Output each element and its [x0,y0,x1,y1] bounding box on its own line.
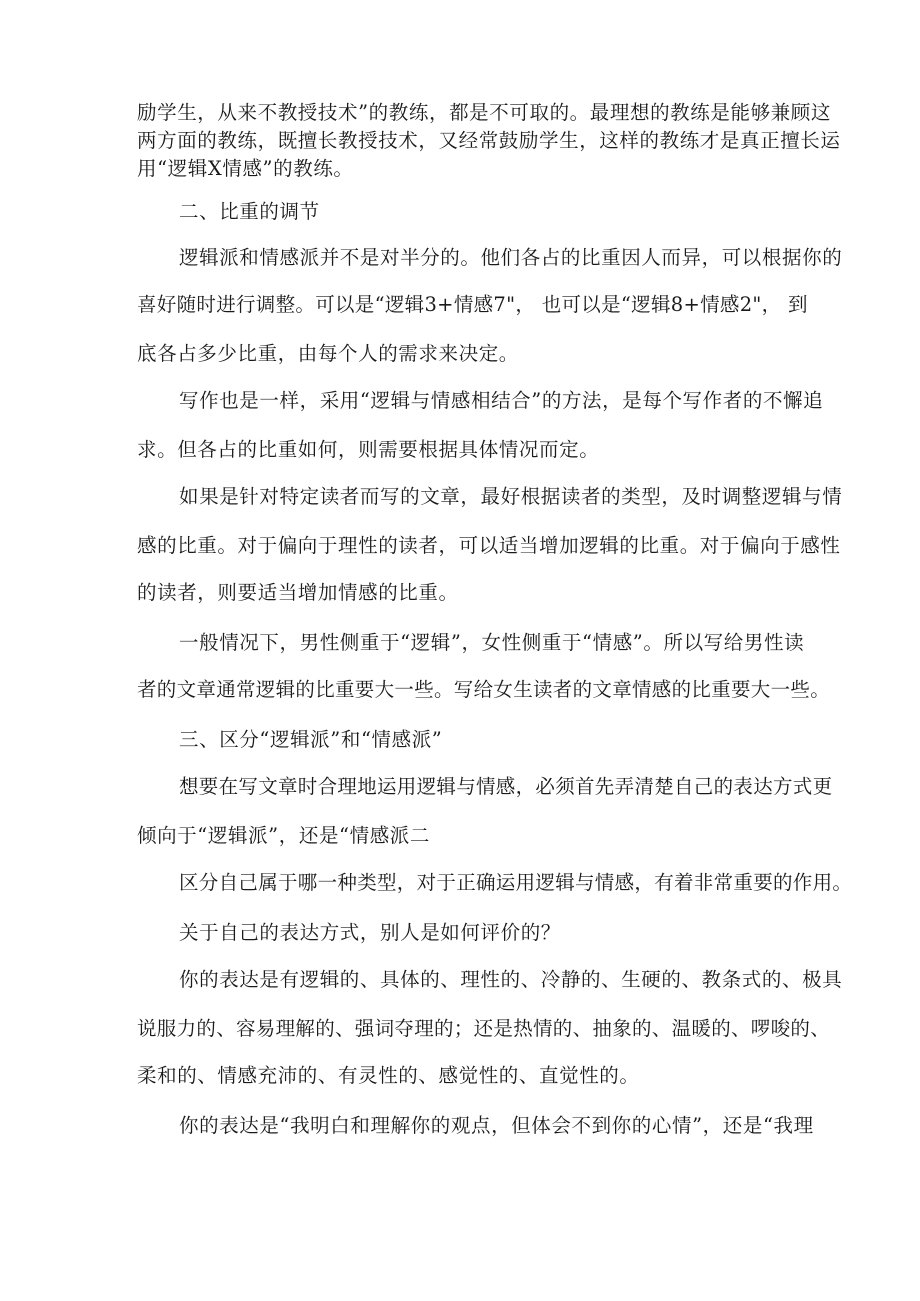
s2-p3-line-1: 如果是针对特定读者而写的文章，最好根据读者的类型，及时调整逻辑与情 [179,485,843,508]
intro-line-2: 两方面的教练，既擅长教授技术，又经常鼓励学生，这样的教练才是真正擅长运 [137,129,841,152]
s3-p4-line-2: 说服力的、容易理解的、强词夺理的；还是热情的、抽象的、温暖的、啰唆的、 [137,1017,831,1040]
s2-p1-line-3: 底各占多少比重，由每个人的需求来决定。 [137,342,519,365]
s2-p4-line-1: 一般情况下，男性侧重于“逻辑”，女性侧重于“情感”。所以写给男性读 [179,631,805,654]
s3-p4-line-1: 你的表达是有逻辑的、具体的、理性的、冷静的、生硬的、教条式的、极具 [179,968,843,991]
s2-p3-line-2: 感的比重。对于偏向于理性的读者，可以适当增加逻辑的比重。对于偏向于感性 [137,534,841,557]
s3-p2: 区分自己属于哪一种类型，对于正确运用逻辑与情感，有着非常重要的作用。 [179,871,853,894]
s2-p4-line-2: 者的文章通常逻辑的比重要大一些。写给女生读者的文章情感的比重要大一些。 [137,678,831,701]
s3-p3: 关于自己的表达方式，别人是如何评价的？ [179,921,561,944]
s2-p2-line-1: 写作也是一样，采用“逻辑与情感相结合”的方法，是每个写作者的不懈追 [179,389,824,412]
s3-p1-line-2: 倾向于“逻辑派”，还是“情感派二 [137,824,431,847]
section-3-heading: 三、区分“逻辑派”和“情感派” [179,728,443,751]
s2-p3-line-3: 的读者，则要适当增加情感的比重。 [137,581,459,604]
s2-p1-line-1: 逻辑派和情感派并不是对半分的。他们各占的比重因人而异，可以根据你的 [179,246,843,269]
s3-p5-line-1: 你的表达是“我明白和理解你的观点，但体会不到你的心情”，还是“我理 [179,1114,814,1137]
intro-line-1: 励学生，从来不教授技术”的教练，都是不可取的。最理想的教练是能够兼顾这 [137,101,831,124]
intro-line-3: 用“逻辑X情感”的教练。 [137,157,354,180]
section-2-heading: 二、比重的调节 [179,200,320,223]
s2-p1-line-2: 喜好随时进行调整。可以是“逻辑3+情感7"， 也可以是“逻辑8+情感2"， 到 [137,293,808,316]
s3-p1-line-1: 想要在写文章时合理地运用逻辑与情感，必须首先弄清楚自己的表达方式更 [179,775,833,798]
s2-p2-line-2: 求。但各占的比重如何，则需要根据具体情况而定。 [137,438,600,461]
s3-p4-line-3: 柔和的、情感充沛的、有灵性的、感觉性的、直觉性的。 [137,1064,640,1087]
